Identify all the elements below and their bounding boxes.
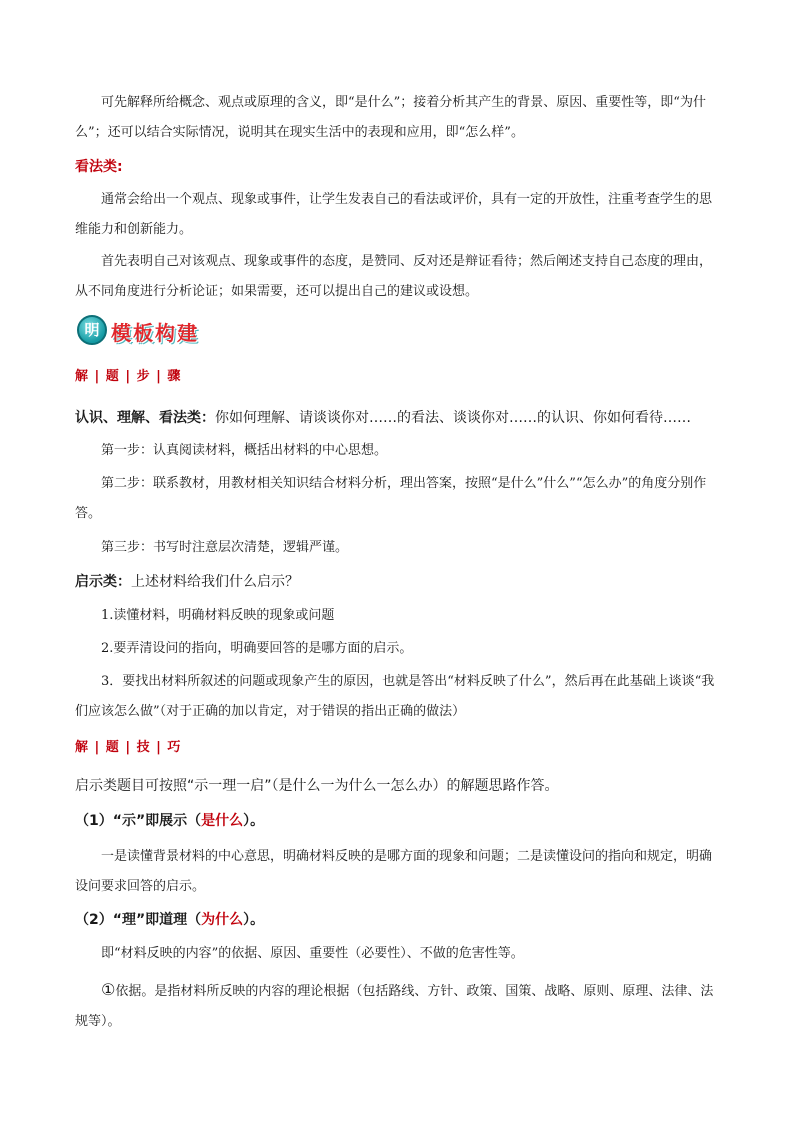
step-2-label: 第二步： (101, 476, 154, 491)
question-type-2-example: 上述材料给我们什么启示？ (131, 574, 299, 590)
step-2-text: 联系教材，用教材相关知识结合材料分析，理出答案，按照“是什么”什么”“怎么办”的角度分别作答。 (75, 476, 707, 521)
kanfa-heading: 看法类: (75, 159, 123, 175)
step-2 (75, 469, 723, 529)
step-1 (75, 436, 723, 466)
template-banner (75, 313, 215, 349)
step-1-text: 认真阅读材料，概括出材料的中心思想。 (153, 443, 388, 458)
step-3-text: 书写时注意层次清楚，逻辑严谨。 (153, 540, 349, 555)
tip-2-pre: （2）“理”即道理（ (75, 912, 202, 928)
tips-intro: 启示类题目可按照“示一理一启”（是什么一为什么一怎么办）的解题思路作答。 (75, 778, 559, 794)
tip-2-heading (75, 905, 723, 935)
banner-title: 模板构建 (111, 321, 199, 345)
tips-heading: 解 | 题 | 技 | 巧 (75, 740, 182, 755)
question-type-1-examples: 你如何理解、请谈谈你对……的看法、谈谈你对……的认识、你如何看待…… (215, 410, 691, 426)
list-item-2: 2.要弄清设问的指向，明确要回答的是哪方面的启示。 (101, 641, 413, 656)
steps-heading: 解 | 题 | 步 | 骤 (75, 369, 182, 384)
tip-1-paragraph: 一是读懂背景材料的中心意思，明确材料反映的是哪方面的现象和问题；二是读懂设问的指向和规定，明确设问要求回答的启示。 (75, 849, 713, 894)
step-3 (75, 533, 723, 563)
intro-paragraph: 可先解释所给概念、观点或原理的含义，即“是什么”；接着分析其产生的背景、原因、重要性等，即“为什么”；还可以结合实际情况，说明其在现实生活中的表现和应用，即“怎么样”。 (75, 95, 706, 140)
question-type-2 (75, 567, 723, 597)
question-type-1 (75, 403, 723, 433)
kanfa-paragraph-1: 通常会给出一个观点、现象或事件，让学生发表自己的看法或评价，具有一定的开放性，注重考查学生的思维能力和创新能力。 (75, 192, 713, 237)
list-item-3: 3．要找出材料所叙述的问题或现象产生的原因，也就是答出“材料反映了什么”，然后再在此基础上谈谈“我们应该怎么做”（对于正确的加以肯定，对于错误的指出正确的做法） (75, 674, 715, 719)
tip-2-item-1-text: 依据。是指材料所反映的内容的理论根据（包括路线、方针、政策、国策、战略、原则、原理、法律、法规等）。 (75, 984, 714, 1029)
step-1-label: 第一步： (101, 443, 154, 458)
tip-1-post: ）。 (243, 813, 265, 829)
ming-badge-icon: 明 (77, 315, 107, 345)
question-type-2-label: 启示类： (75, 574, 131, 590)
circled-one-marker: ① (101, 980, 116, 999)
tip-2-item-1 (75, 975, 723, 1037)
kanfa-paragraph-2: 首先表明自己对该观点、现象或事件的态度，是赞同、反对还是辩证看待；然后阐述支持自己态度的理由，从不同角度进行分析论证；如果需要，还可以提出自己的建议或设想。 (75, 254, 713, 299)
tip-2-post: ）。 (243, 912, 265, 928)
list-item-1: 1.读懂材料，明确材料反映的现象或问题 (101, 608, 335, 623)
tip-2-paragraph: 即“材料反映的内容”的依据、原因、重要性（必要性）、不做的危害性等。 (101, 946, 524, 961)
tip-1-heading (75, 806, 723, 836)
tip-1-highlight: 是什么 (201, 813, 244, 829)
step-3-label: 第三步： (101, 540, 154, 555)
tip-2-highlight: 为什么 (201, 912, 244, 928)
question-type-1-label: 认识、理解、看法类： (75, 410, 215, 426)
tip-1-pre: （1）“示”即展示（ (75, 813, 202, 829)
